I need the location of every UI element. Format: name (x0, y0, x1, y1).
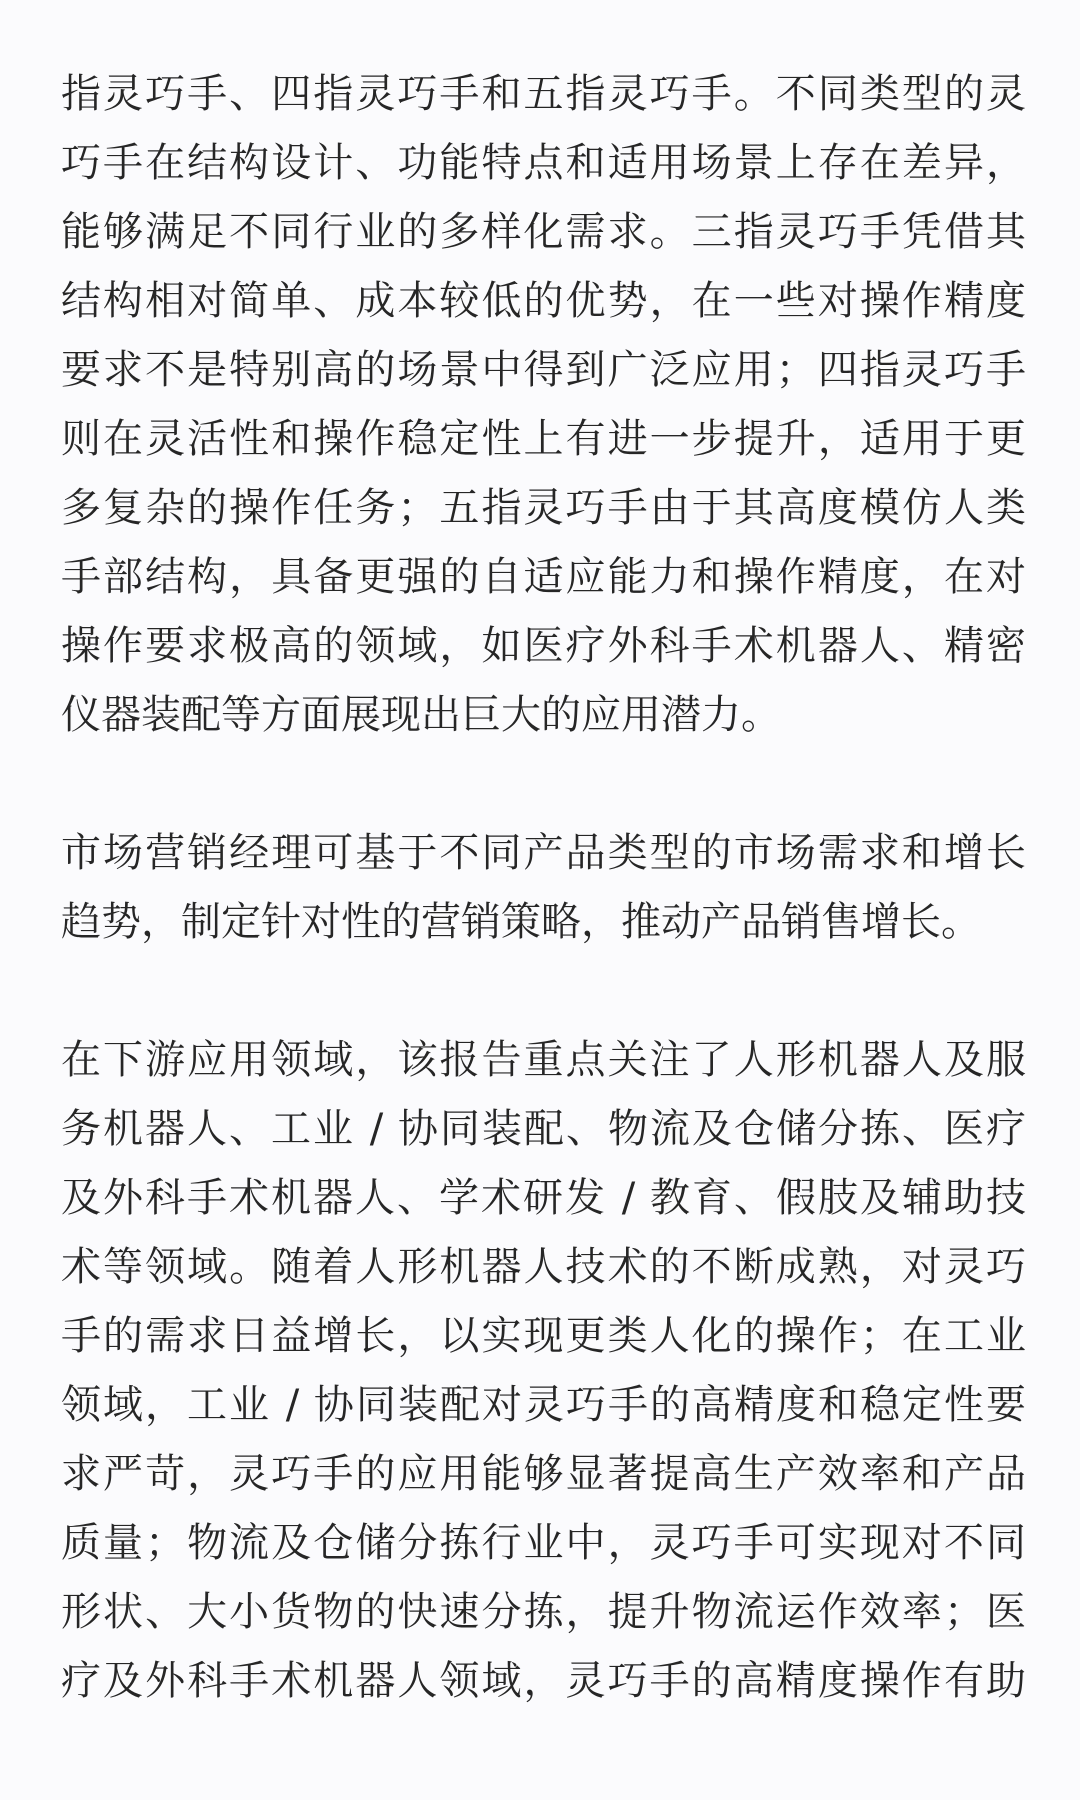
text-line: 市场营销经理可基于不同产品类型的市场需求和增长 (61, 830, 1026, 876)
text-line: 要求不是特别高的场景中得到广泛应用；四指灵巧手 (61, 347, 1026, 393)
text-line: 疗及外科手术机器人领域，灵巧手的高精度操作有助 (61, 1658, 1026, 1704)
text-line: 求严苛，灵巧手的应用能够显著提高生产效率和产品 (61, 1451, 1026, 1497)
text-line: 手部结构，具备更强的自适应能力和操作精度，在对 (61, 554, 1026, 600)
paragraph-downstream-applications (61, 1026, 1026, 1716)
text-line: 则在灵活性和操作稳定性上有进一步提升，适用于更 (61, 416, 1026, 462)
article-body (61, 60, 1026, 1785)
paragraph-dexterous-hand-types (61, 60, 1026, 750)
text-line: 仪器装配等方面展现出巨大的应用潜力。 (61, 692, 781, 738)
text-line: 巧手在结构设计、功能特点和适用场景上存在差异， (61, 140, 1026, 186)
text-line: 能够满足不同行业的多样化需求。三指灵巧手凭借其 (61, 209, 1026, 255)
text-line: 术等领域。随着人形机器人技术的不断成熟，对灵巧 (61, 1244, 1026, 1290)
text-line: 手的需求日益增长，以实现更类人化的操作；在工业 (61, 1313, 1026, 1359)
text-line: 形状、大小货物的快速分拣，提升物流运作效率；医 (61, 1589, 1026, 1635)
text-line: 趋势，制定针对性的营销策略，推动产品销售增长。 (61, 899, 981, 945)
text-line: 结构相对简单、成本较低的优势，在一些对操作精度 (61, 278, 1026, 324)
text-line: 在下游应用领域，该报告重点关注了人形机器人及服 (61, 1037, 1026, 1083)
text-line: 领域，工业 / 协同装配对灵巧手的高精度和稳定性要 (61, 1382, 1026, 1428)
text-line: 多复杂的操作任务；五指灵巧手由于其高度模仿人类 (61, 485, 1026, 531)
text-line: 及外科手术机器人、学术研发 / 教育、假肢及辅助技 (61, 1175, 1026, 1221)
text-line: 务机器人、工业 / 协同装配、物流及仓储分拣、医疗 (61, 1106, 1026, 1152)
text-line: 指灵巧手、四指灵巧手和五指灵巧手。不同类型的灵 (61, 71, 1026, 117)
text-line: 操作要求极高的领域，如医疗外科手术机器人、精密 (61, 623, 1026, 669)
text-line: 质量；物流及仓储分拣行业中，灵巧手可实现对不同 (61, 1520, 1026, 1566)
paragraph-marketing (61, 819, 1026, 957)
